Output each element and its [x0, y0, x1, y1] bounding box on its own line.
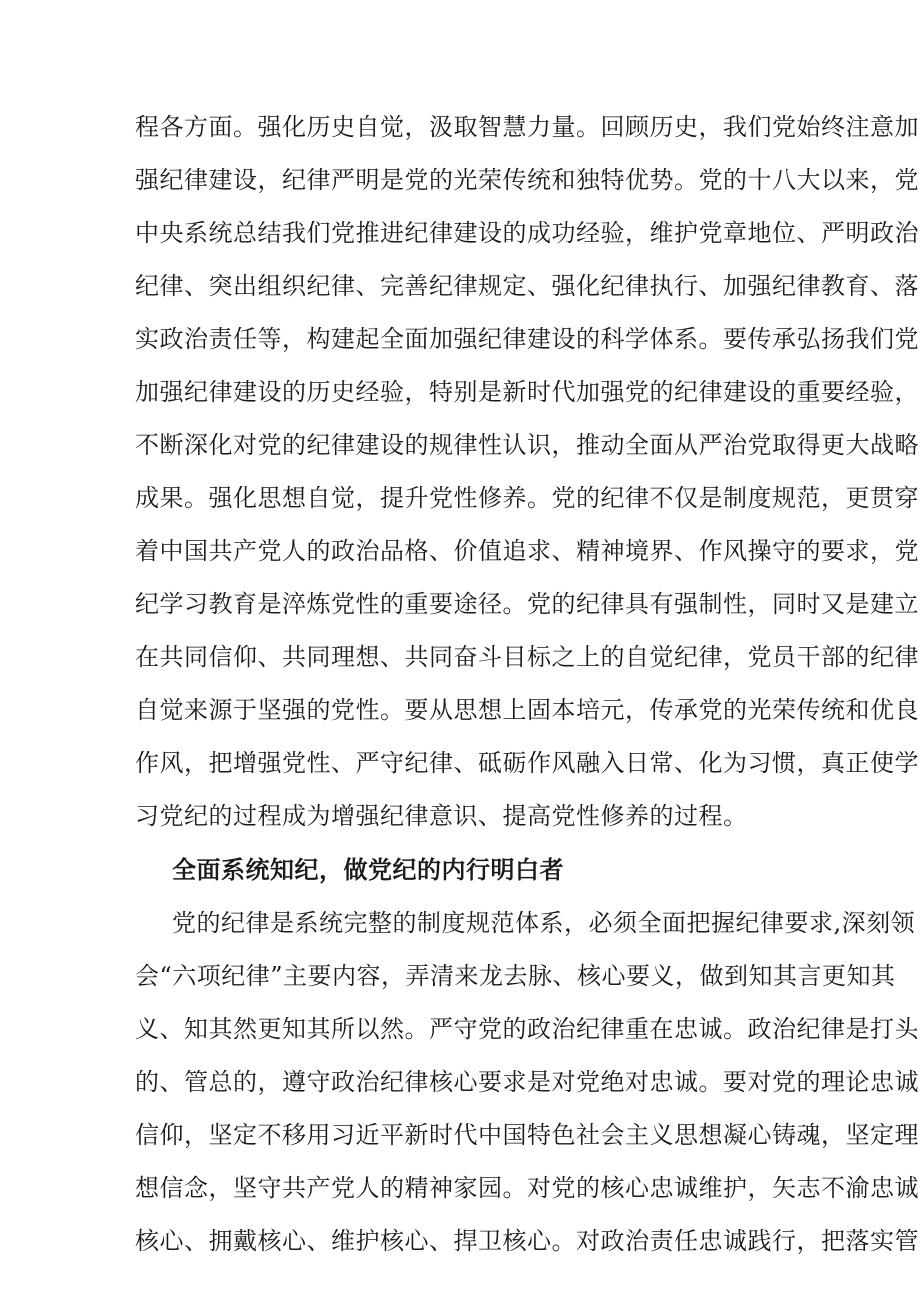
paragraph-line: 的、管总的，遵守政治纪律核心要求是对党绝对忠诚。要对党的理论忠诚	[135, 1068, 919, 1096]
paragraph-line: 强纪律建设，纪律严明是党的光荣传统和独特优势。党的十八大以来，党	[135, 166, 919, 194]
paragraph-line: 想信念，坚守共产党人的精神家园。对党的核心忠诚维护，矢志不渝忠诚	[135, 1174, 919, 1202]
paragraph-line: 自觉来源于坚强的党性。要从思想上固本培元，传承党的光荣传统和优良	[135, 696, 919, 724]
paragraph-line: 党的纪律是系统完整的制度规范体系，必须全面把握纪律要求,深刻领	[172, 909, 916, 937]
paragraph-line: 实政治责任等，构建起全面加强纪律建设的科学体系。要传承弘扬我们党	[135, 325, 919, 353]
paragraph-line: 着中国共产党人的政治品格、价值追求、精神境界、作风操守的要求，党	[135, 537, 919, 565]
paragraph-line: 纪律、突出组织纪律、完善纪律规定、强化纪律执行、加强纪律教育、落	[135, 272, 919, 300]
paragraph-line: 作风，把增强党性、严守纪律、砥砺作风融入日常、化为习惯，真正使学	[135, 749, 919, 777]
paragraph-line: 纪学习教育是淬炼党性的重要途径。党的纪律具有强制性，同时又是建立	[135, 590, 919, 618]
paragraph-line: 中央系统总结我们党推进纪律建设的成功经验，维护党章地位、严明政治	[135, 219, 919, 247]
paragraph-line: 成果。强化思想自觉，提升党性修养。党的纪律不仅是制度规范，更贯穿	[135, 484, 919, 512]
paragraph-line: 加强纪律建设的历史经验，特别是新时代加强党的纪律建设的重要经验，	[135, 378, 919, 406]
paragraph-line: 信仰，坚定不移用习近平新时代中国特色社会主义思想凝心铸魂，坚定理	[135, 1121, 919, 1149]
section-heading: 全面系统知纪，做党纪的内行明白者	[172, 856, 564, 884]
paragraph-line: 义、知其然更知其所以然。严守党的政治纪律重在忠诚。政治纪律是打头	[135, 1015, 919, 1043]
paragraph-line: 核心、拥戴核心、维护核心、捍卫核心。对政治责任忠诚践行，把落实管	[135, 1227, 919, 1255]
paragraph-line: 程各方面。强化历史自觉，汲取智慧力量。回顾历史，我们党始终注意加	[135, 113, 919, 141]
paragraph-line: 习党纪的过程成为增强纪律意识、提高党性修养的过程。	[135, 802, 748, 830]
paragraph-line: 在共同信仰、共同理想、共同奋斗目标之上的自觉纪律，党员干部的纪律	[135, 643, 919, 671]
paragraph-line: 不断深化对党的纪律建设的规律性认识，推动全面从严治党取得更大战略	[135, 431, 919, 459]
paragraph-line: 会“六项纪律”主要内容，弄清来龙去脉、核心要义，做到知其言更知其	[135, 962, 896, 990]
